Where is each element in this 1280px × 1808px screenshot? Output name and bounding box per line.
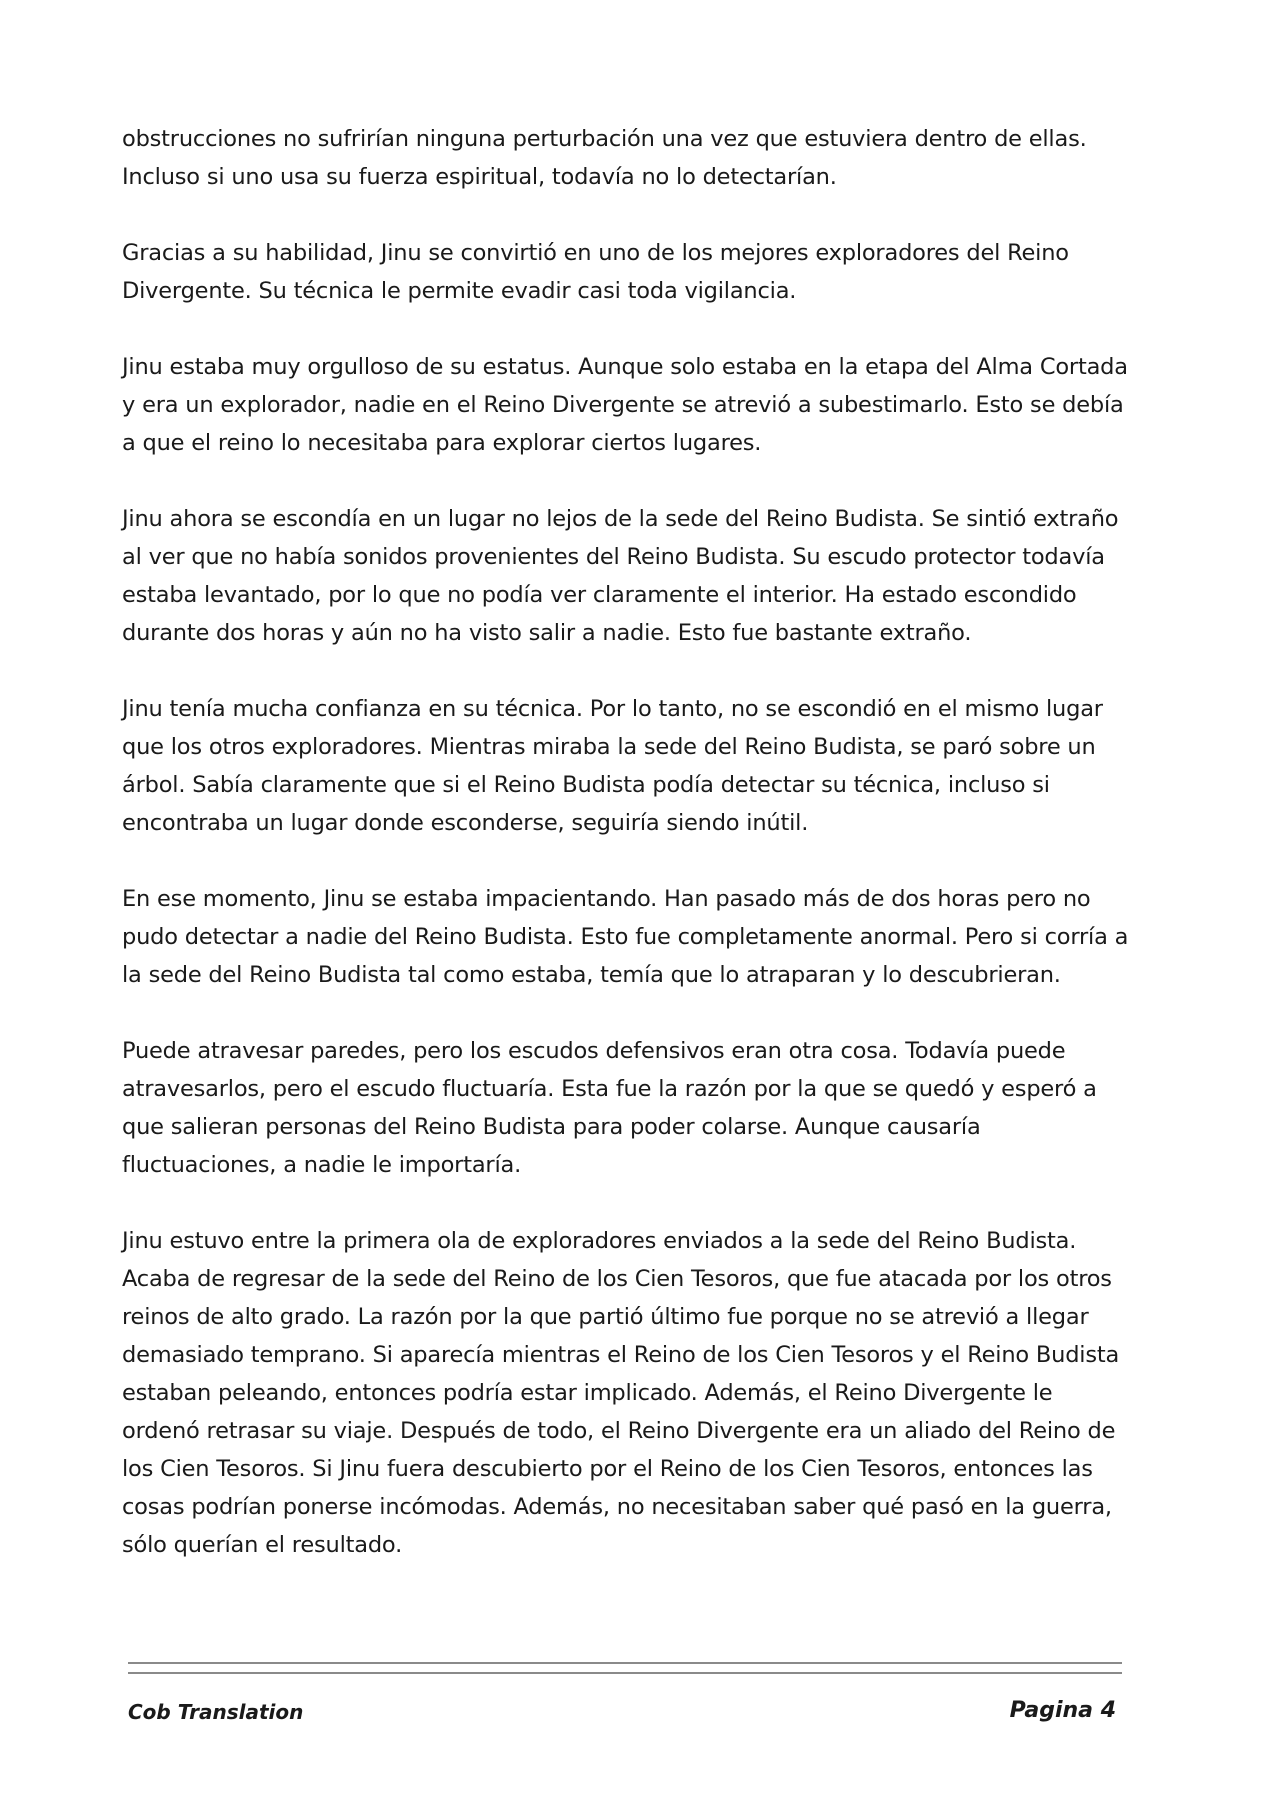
paragraph-3: Jinu estaba muy orgulloso de su estatus. Aunque solo estaba en la etapa del Alma Cortada y era un explorador, nadie en el Reino Divergente se atrevió a subestimarlo. Esto se debía a que el reino lo necesitaba para explorar ciertos lugares. [122,354,1128,456]
body-text [122,120,1132,1602]
footer-page-number: Pagina 4 [1009,1698,1116,1723]
paragraph-6: En ese momento, Jinu se estaba impacientando. Han pasado más de dos horas pero no pudo detectar a nadie del Reino Budista. Esto fue completamente anormal. Pero si corría a la sede del Reino Budista tal como estaba, temía que lo atraparan y lo descubrieran. [122,886,1129,988]
paragraph-5: Jinu tenía mucha confianza en su técnica. Por lo tanto, no se escondió en el mismo lugar que los otros exploradores. Mientras miraba la sede del Reino Budista, se paró sobre un árbol. Sabía claramente que si el Reino Budista podía detectar su técnica, incluso si encontraba un lugar donde esconderse, seguiría siendo inútil. [122,696,1103,836]
footer-divider-bottom [128,1672,1122,1674]
footer-publisher: Cob Translation [128,1700,304,1724]
paragraph-4: Jinu ahora se escondía en un lugar no lejos de la sede del Reino Budista. Se sintió extraño al ver que no había sonidos provenientes del Reino Budista. Su escudo protector todavía estaba levantado, por lo que no podía ver claramente el interior. Ha estado escondido durante dos horas y aún no ha visto salir a nadie. Esto fue bastante extraño. [122,506,1119,646]
paragraph-2: Gracias a su habilidad, Jinu se convirtió en uno de los mejores exploradores del Reino Divergente. Su técnica le permite evadir casi toda vigilancia. [122,240,1069,304]
footer-divider-top [128,1662,1122,1664]
paragraph-7: Puede atravesar paredes, pero los escudos defensivos eran otra cosa. Todavía puede atravesarlos, pero el escudo fluctuaría. Esta fue la razón por la que se quedó y esperó a que salieran personas del Reino Budista para poder colarse. Aunque causaría fluctuaciones, a nadie le importaría. [122,1038,1097,1178]
paragraph-8: Jinu estuvo entre la primera ola de exploradores enviados a la sede del Reino Budista. Acaba de regresar de la sede del Reino de los Cien Tesoros, que fue atacada por los otros reinos de alto grado. La razón por la que partió último fue porque no se atrevió a llegar demasiado temprano. Si aparecía mientras el Reino de los Cien Tesoros y el Reino Budista estaban peleando, entonces podría estar implicado. Además, el Reino Divergente le ordenó retrasar su viaje. Después de todo, el Reino Divergente era un aliado del Reino de los Cien Tesoros. Si Jinu fuera descubierto por el Reino de los Cien Tesoros, entonces las cosas podrían ponerse incómodas. Además, no necesitaban saber qué pasó en la guerra, sólo querían el resultado. [122,1228,1120,1558]
paragraph-1: obstrucciones no sufrirían ninguna perturbación una vez que estuviera dentro de ellas. Incluso si uno usa su fuerza espiritual, todavía no lo detectarían. [122,126,1087,190]
